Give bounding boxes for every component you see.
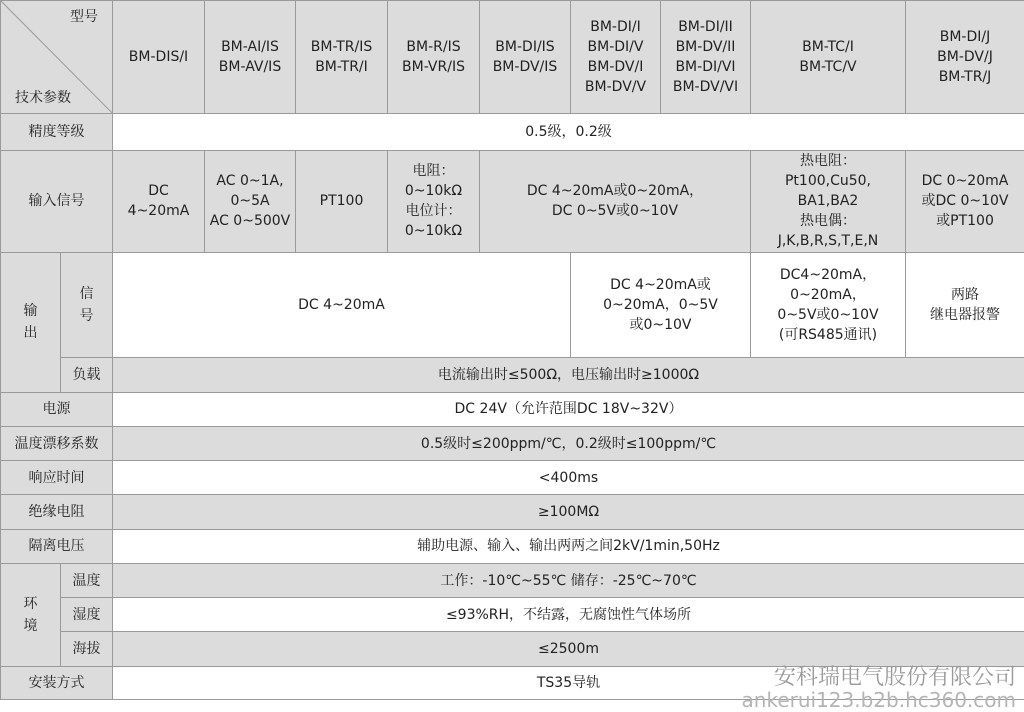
- model-cell: BM-DIS/I: [113, 1, 205, 114]
- row-value: ≤93%RH，不结露，无腐蚀性气体场所: [113, 598, 1024, 632]
- row-label: 绝缘电阻: [1, 495, 113, 529]
- input-cell: PT100: [296, 151, 388, 253]
- output-cell: DC4~20mA， 0~20mA， 0~5V或0~10V (可RS485通讯): [751, 252, 906, 357]
- row-label: 隔离电压: [1, 529, 113, 563]
- row-value: 0.5级时≤200ppm/℃，0.2级时≤100ppm/℃: [113, 427, 1024, 461]
- input-cell: DC 4~20mA或0~20mA， DC 0~5V或0~10V: [480, 151, 751, 253]
- env-temp-row: [1, 563, 1024, 597]
- input-row: [1, 151, 1024, 253]
- row-label: 安装方式: [1, 666, 113, 699]
- row-label: 输入信号: [1, 151, 113, 253]
- env-altitude-label: 海拔: [61, 632, 113, 666]
- watermark-url: ankerui123.b2b.hc360.com: [741, 688, 1016, 712]
- env-temp-label: 温度: [61, 563, 113, 597]
- model-cell: BM-AI/IS BM-AV/IS: [205, 1, 296, 114]
- accuracy-row: [1, 113, 1024, 150]
- row-value: DC 24V（允许范围DC 18V~32V）: [113, 392, 1024, 426]
- env-label: 环境: [1, 563, 61, 666]
- row-value: ≤2500m: [113, 632, 1024, 666]
- input-cell: 电阻： 0~10kΩ 电位计： 0~10kΩ: [388, 151, 480, 253]
- output-cell: DC 4~20mA或 0~20mA，0~5V 或0~10V: [571, 252, 751, 357]
- row-label: 响应时间: [1, 461, 113, 495]
- corner-cell: [1, 1, 113, 114]
- isolation-row: [1, 529, 1024, 563]
- row-value: 0.5级，0.2级: [113, 113, 1024, 150]
- input-cell: AC 0~1A, 0~5A AC 0~500V: [205, 151, 296, 253]
- model-cell: BM-DI/J BM-DV/J BM-TR/J: [906, 1, 1024, 114]
- env-humidity-row: [1, 598, 1024, 632]
- input-cell: DC 4~20mA: [113, 151, 205, 253]
- output-cell: DC 4~20mA: [113, 252, 571, 357]
- row-value: ≥100MΩ: [113, 495, 1024, 529]
- model-cell: BM-DI/I BM-DI/V BM-DV/I BM-DV/V: [571, 1, 661, 114]
- output-label: 输出: [1, 252, 61, 392]
- output-cell: 两路 继电器报警: [906, 252, 1024, 357]
- row-value: 工作：-10℃~55℃ 储存：-25℃~70℃: [113, 563, 1024, 597]
- row-value: <400ms: [113, 461, 1024, 495]
- row-label: 温度漂移系数: [1, 427, 113, 461]
- env-altitude-row: [1, 632, 1024, 666]
- model-cell: BM-DI/II BM-DV/II BM-DI/VI BM-DV/VI: [661, 1, 751, 114]
- response-row: [1, 461, 1024, 495]
- input-cell: DC 0~20mA 或DC 0~10V 或PT100: [906, 151, 1024, 253]
- row-value: 电流输出时≤500Ω，电压输出时≥1000Ω: [113, 357, 1024, 392]
- input-cell: 热电阻： Pt100,Cu50, BA1,BA2 热电偶： J,K,B,R,S,T,E,N: [751, 151, 906, 253]
- load-label: 负载: [61, 357, 113, 392]
- watermark-company: 安科瑞电气股份有限公司: [773, 665, 1016, 690]
- model-cell: BM-TR/IS BM-TR/I: [296, 1, 388, 114]
- corner-model-label: 型号: [70, 9, 98, 25]
- row-label: 精度等级: [1, 113, 113, 150]
- row-label: 电源: [1, 392, 113, 426]
- corner-param-label: 技术参数: [15, 89, 71, 106]
- model-cell: BM-DI/IS BM-DV/IS: [480, 1, 571, 114]
- output-load-row: [1, 357, 1024, 392]
- signal-label: 信号: [61, 252, 113, 357]
- header-row: [1, 1, 1024, 114]
- output-signal-row: [1, 252, 1024, 357]
- model-cell: BM-TC/I BM-TC/V: [751, 1, 906, 114]
- row-value: TS35导轨: [113, 666, 1024, 699]
- row-value: 辅助电源、输入、输出两两之间2kV/1min,50Hz: [113, 529, 1024, 563]
- temp-drift-row: [1, 427, 1024, 461]
- insulation-row: [1, 495, 1024, 529]
- model-cell: BM-R/IS BM-VR/IS: [388, 1, 480, 114]
- env-humidity-label: 湿度: [61, 598, 113, 632]
- power-row: [1, 392, 1024, 426]
